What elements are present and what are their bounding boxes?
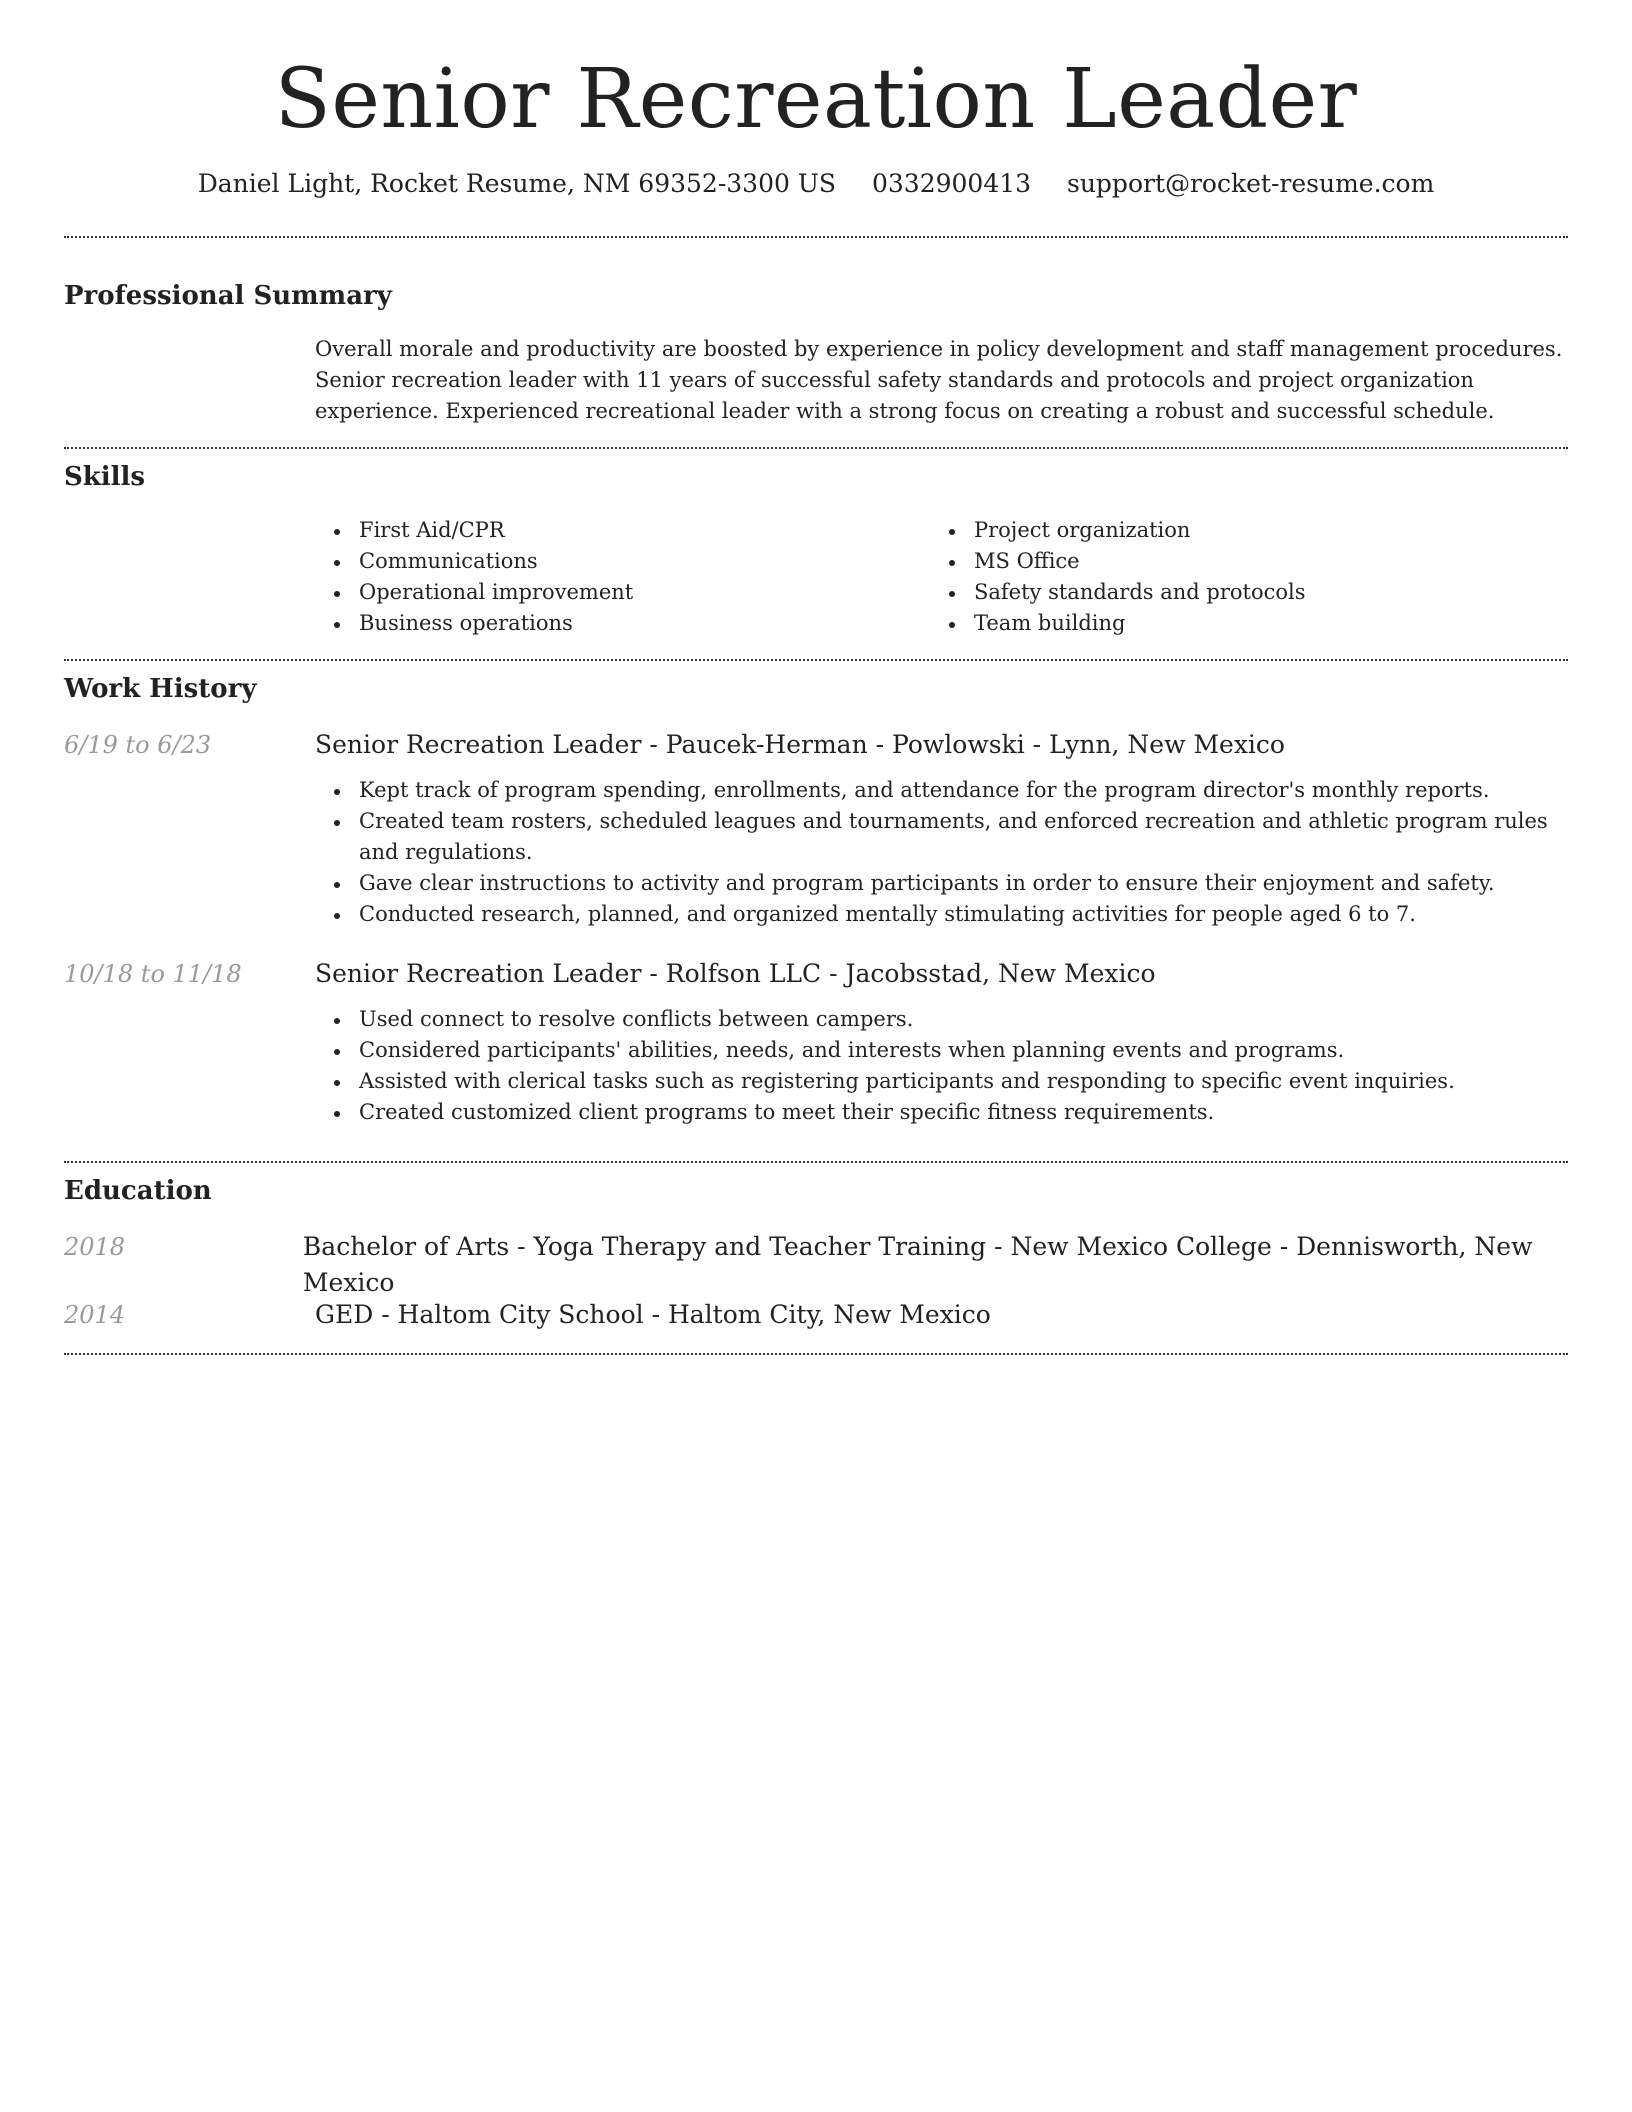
education-year: 2018	[64, 1233, 126, 1261]
section-heading: Education	[64, 1176, 212, 1206]
job-bullets	[315, 1004, 1568, 1128]
skill-item: MS Office	[930, 546, 1545, 577]
contact-email: support@rocket-resume.com	[1067, 169, 1435, 198]
contact-phone: 0332900413	[871, 169, 1032, 198]
education-year: 2014	[64, 1301, 126, 1329]
resume-title: Senior Recreation Leader	[274, 52, 1358, 147]
education-section	[64, 1163, 1568, 1353]
skill-item: Team building	[930, 608, 1545, 639]
education-detail: GED - Haltom City School - Haltom City, New Mexico	[315, 1300, 991, 1329]
skill-item: Communications	[315, 546, 930, 577]
job-bullet: Assisted with clerical tasks such as registering participants and responding to specific event inquiries.	[315, 1066, 1568, 1097]
skills-section	[64, 449, 1568, 659]
job-dates: 10/18 to 11/18	[64, 960, 242, 988]
resume-page	[64, 0, 1568, 1355]
work-history-section	[64, 661, 1568, 1161]
education-entry	[64, 1297, 1568, 1365]
job-entry	[64, 956, 1568, 1128]
skill-item: Safety standards and protocols	[930, 577, 1545, 608]
section-heading: Work History	[64, 674, 257, 704]
job-dates: 6/19 to 6/23	[64, 731, 212, 759]
education-detail: Bachelor of Arts - Yoga Therapy and Teacher Training - New Mexico College - Dennisworth, New Mexico	[302, 1232, 1533, 1297]
skills-list-left	[315, 515, 930, 639]
job-title: Senior Recreation Leader - Rolfson LLC - Jacobsstad, New Mexico	[315, 959, 1156, 988]
skill-item: First Aid/CPR	[315, 515, 930, 546]
skills-list-right	[930, 515, 1545, 639]
education-entry	[64, 1229, 1568, 1297]
section-heading: Professional Summary	[64, 281, 392, 311]
professional-summary-section	[64, 238, 1568, 447]
job-entry	[64, 727, 1568, 930]
job-title: Senior Recreation Leader - Paucek-Herman - Powlowski - Lynn, New Mexico	[315, 730, 1285, 759]
job-bullet: Considered participants' abilities, needs, and interests when planning events and programs.	[315, 1035, 1568, 1066]
contact-line	[64, 152, 1568, 236]
job-bullets	[315, 775, 1568, 930]
section-heading: Skills	[64, 462, 146, 492]
job-bullet: Gave clear instructions to activity and program participants in order to ensure their enjoyment and safety.	[315, 868, 1568, 899]
job-bullet: Created customized client programs to meet their specific fitness requirements.	[315, 1097, 1568, 1128]
contact-address: Daniel Light, Rocket Resume, NM 69352-3300 US	[197, 169, 837, 198]
skills-columns	[315, 515, 1568, 639]
job-bullet: Kept track of program spending, enrollments, and attendance for the program director's monthly reports.	[315, 775, 1568, 806]
skill-item: Business operations	[315, 608, 930, 639]
summary-text: Overall morale and productivity are boosted by experience in policy development and staff management procedures. Senior recreation leader with 11 years of successful safety standards and protocols and project organization experience. Experienced recreational leader with a strong focus on creating a robust and successful schedule.	[315, 337, 1563, 423]
job-bullet: Created team rosters, scheduled leagues and tournaments, and enforced recreation and athletic program rules and regulations.	[315, 806, 1568, 868]
job-bullet: Used connect to resolve conflicts between campers.	[315, 1004, 1568, 1035]
skill-item: Project organization	[930, 515, 1545, 546]
job-bullet: Conducted research, planned, and organized mentally stimulating activities for people aged 6 to 7.	[315, 899, 1568, 930]
skill-item: Operational improvement	[315, 577, 930, 608]
